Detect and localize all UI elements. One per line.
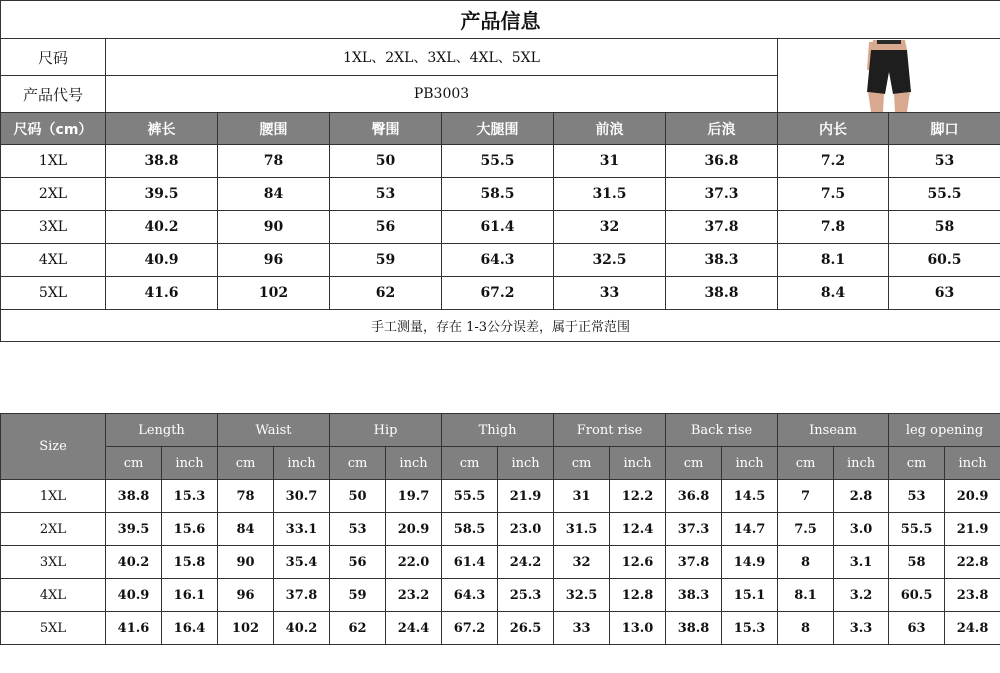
measurement-cell: 56 xyxy=(330,211,442,244)
measurement-cell: 60.5 xyxy=(889,579,945,612)
header-cell: 脚口 xyxy=(889,113,1000,145)
unit-cm-header: cm xyxy=(778,447,834,480)
measurement-cell: 24.4 xyxy=(386,612,442,645)
measurement-cell: 37.8 xyxy=(666,211,778,244)
size-cell: 5XL xyxy=(1,277,106,310)
cn-size-row xyxy=(1,178,1000,211)
measurement-cell: 14.9 xyxy=(722,546,778,579)
unit-cm-header: cm xyxy=(330,447,386,480)
measurement-cell: 8 xyxy=(778,546,834,579)
measurement-cell: 3.2 xyxy=(834,579,889,612)
measurement-cell: 15.3 xyxy=(722,612,778,645)
measurement-cell: 37.8 xyxy=(666,546,722,579)
measurement-cell: 13.0 xyxy=(610,612,666,645)
shorts-model-image xyxy=(849,40,929,112)
measurement-cell: 12.4 xyxy=(610,513,666,546)
measurement-cell: 55.5 xyxy=(889,178,1000,211)
measure-group-header: Thigh xyxy=(442,414,554,447)
measurement-cell: 31.5 xyxy=(554,178,666,211)
unit-inch-header: inch xyxy=(722,447,778,480)
measurement-cell: 7.2 xyxy=(778,145,889,178)
measurement-cell: 96 xyxy=(218,244,330,277)
measurement-cell: 102 xyxy=(218,612,274,645)
measurement-cell: 64.3 xyxy=(442,244,554,277)
product-info-title: 产品信息 xyxy=(1,1,1000,39)
size-row xyxy=(1,513,1000,546)
measurement-cell: 53 xyxy=(330,178,442,211)
measurement-cell: 90 xyxy=(218,211,330,244)
measurement-cell: 50 xyxy=(330,480,386,513)
measurement-cell: 30.7 xyxy=(274,480,330,513)
size-cell: 1XL xyxy=(1,145,106,178)
cn-size-row xyxy=(1,211,1000,244)
measurement-cell: 61.4 xyxy=(442,546,498,579)
unit-inch-header: inch xyxy=(834,447,889,480)
measure-group-header: Front rise xyxy=(554,414,666,447)
measurement-cell: 38.8 xyxy=(666,612,722,645)
measurement-cell: 32.5 xyxy=(554,244,666,277)
size-cell: 5XL xyxy=(1,612,106,645)
measurement-cell: 22.8 xyxy=(945,546,1000,579)
measurement-cell: 33.1 xyxy=(274,513,330,546)
product-photo xyxy=(778,39,1000,113)
measurement-cell: 38.8 xyxy=(666,277,778,310)
measurement-cell: 2.8 xyxy=(834,480,889,513)
measurement-cell: 58 xyxy=(889,211,1000,244)
size-chart-table xyxy=(0,413,1000,645)
measurement-cell: 62 xyxy=(330,277,442,310)
measurement-cell: 3.3 xyxy=(834,612,889,645)
unit-inch-header: inch xyxy=(162,447,218,480)
header-cell: 臀围 xyxy=(330,113,442,145)
measurement-cell: 40.2 xyxy=(274,612,330,645)
unit-cm-header: cm xyxy=(442,447,498,480)
measurement-cell: 55.5 xyxy=(442,480,498,513)
measurement-cell: 33 xyxy=(554,277,666,310)
measurement-cell: 40.2 xyxy=(106,546,162,579)
unit-cm-header: cm xyxy=(218,447,274,480)
measurement-cell: 78 xyxy=(218,145,330,178)
measurement-cell: 15.6 xyxy=(162,513,218,546)
measurement-cell: 24.8 xyxy=(945,612,1000,645)
measurement-cell: 61.4 xyxy=(442,211,554,244)
measurement-cell: 63 xyxy=(889,612,945,645)
header-cell: 前浪 xyxy=(554,113,666,145)
code-label: 产品代号 xyxy=(1,76,106,113)
unit-cm-header: cm xyxy=(666,447,722,480)
measurement-cell: 25.3 xyxy=(498,579,554,612)
measurement-cell: 20.9 xyxy=(386,513,442,546)
unit-cm-header: cm xyxy=(889,447,945,480)
measurement-cell: 38.8 xyxy=(106,145,218,178)
measurement-cell: 59 xyxy=(330,244,442,277)
size-row xyxy=(1,579,1000,612)
measurement-cell: 16.1 xyxy=(162,579,218,612)
code-value: PB3003 xyxy=(106,76,778,113)
measurement-cell: 21.9 xyxy=(945,513,1000,546)
measurement-cell: 7.5 xyxy=(778,178,889,211)
measurement-cell: 55.5 xyxy=(442,145,554,178)
measurement-cell: 7.5 xyxy=(778,513,834,546)
unit-cm-header: cm xyxy=(106,447,162,480)
measurement-cell: 59 xyxy=(330,579,386,612)
measurement-cell: 8 xyxy=(778,612,834,645)
measurement-cell: 63 xyxy=(889,277,1000,310)
measurement-cell: 40.9 xyxy=(106,579,162,612)
measurement-cell: 32.5 xyxy=(554,579,610,612)
unit-inch-header: inch xyxy=(274,447,330,480)
measurement-cell: 7.8 xyxy=(778,211,889,244)
measurement-cell: 3.0 xyxy=(834,513,889,546)
cn-size-row xyxy=(1,277,1000,310)
measurement-cell: 78 xyxy=(218,480,274,513)
header-cell: 裤长 xyxy=(106,113,218,145)
measurement-cell: 20.9 xyxy=(945,480,1000,513)
size-label: 尺码 xyxy=(1,39,106,76)
measurement-cell: 58.5 xyxy=(442,178,554,211)
header-cell: 尺码（cm） xyxy=(1,113,106,145)
measurement-cell: 19.7 xyxy=(386,480,442,513)
measurement-cell: 12.2 xyxy=(610,480,666,513)
measurement-cell: 53 xyxy=(889,145,1000,178)
header-cell: 腰围 xyxy=(218,113,330,145)
measurement-cell: 56 xyxy=(330,546,386,579)
measurement-cell: 41.6 xyxy=(106,277,218,310)
measurement-cell: 31.5 xyxy=(554,513,610,546)
measurement-cell: 8.4 xyxy=(778,277,889,310)
size-cell: 2XL xyxy=(1,513,106,546)
measure-group-header: Inseam xyxy=(778,414,889,447)
unit-inch-header: inch xyxy=(610,447,666,480)
size-row xyxy=(1,480,1000,513)
measurement-cell: 8.1 xyxy=(778,244,889,277)
measurement-cell: 12.6 xyxy=(610,546,666,579)
measurement-cell: 21.9 xyxy=(498,480,554,513)
cn-size-row xyxy=(1,244,1000,277)
header-cell: 大腿围 xyxy=(442,113,554,145)
measurement-cell: 8.1 xyxy=(778,579,834,612)
measurement-cell: 67.2 xyxy=(442,612,498,645)
size-cell: 1XL xyxy=(1,480,106,513)
measurement-cell: 102 xyxy=(218,277,330,310)
measure-group-header: Hip xyxy=(330,414,442,447)
measurement-cell: 62 xyxy=(330,612,386,645)
measurement-cell: 53 xyxy=(889,480,945,513)
cn-header-row xyxy=(1,113,1000,145)
measurement-cell: 96 xyxy=(218,579,274,612)
unit-inch-header: inch xyxy=(498,447,554,480)
unit-cm-header: cm xyxy=(554,447,610,480)
measurement-cell: 60.5 xyxy=(889,244,1000,277)
measurement-note: 手工测量，存在 1-3公分误差，属于正常范围 xyxy=(1,310,1000,342)
measurement-cell: 33 xyxy=(554,612,610,645)
cn-size-row xyxy=(1,145,1000,178)
measurement-cell: 15.1 xyxy=(722,579,778,612)
measurement-cell: 37.3 xyxy=(666,513,722,546)
measurement-cell: 90 xyxy=(218,546,274,579)
measure-group-header: leg opening xyxy=(889,414,1000,447)
measurement-cell: 14.7 xyxy=(722,513,778,546)
size-row xyxy=(1,612,1000,645)
measure-group-header: Back rise xyxy=(666,414,778,447)
size-cell: 4XL xyxy=(1,244,106,277)
measurement-cell: 58 xyxy=(889,546,945,579)
measurement-cell: 37.8 xyxy=(274,579,330,612)
size-header: Size xyxy=(1,414,106,480)
measurement-cell: 14.5 xyxy=(722,480,778,513)
header-cell: 内长 xyxy=(778,113,889,145)
measurement-cell: 32 xyxy=(554,546,610,579)
measurement-cell: 22.0 xyxy=(386,546,442,579)
measurement-cell: 40.9 xyxy=(106,244,218,277)
measurement-cell: 64.3 xyxy=(442,579,498,612)
measurement-cell: 84 xyxy=(218,513,274,546)
measurement-cell: 36.8 xyxy=(666,145,778,178)
unit-inch-header: inch xyxy=(945,447,1000,480)
measurement-cell: 38.3 xyxy=(666,579,722,612)
measurement-cell: 26.5 xyxy=(498,612,554,645)
size-cell: 3XL xyxy=(1,546,106,579)
measurement-cell: 12.8 xyxy=(610,579,666,612)
measurement-cell: 67.2 xyxy=(442,277,554,310)
measurement-cell: 31 xyxy=(554,145,666,178)
measurement-cell: 36.8 xyxy=(666,480,722,513)
header-cell: 后浪 xyxy=(666,113,778,145)
measurement-cell: 38.3 xyxy=(666,244,778,277)
measurement-cell: 23.0 xyxy=(498,513,554,546)
measure-group-header: Waist xyxy=(218,414,330,447)
measurement-cell: 84 xyxy=(218,178,330,211)
measurement-cell: 58.5 xyxy=(442,513,498,546)
size-cell: 3XL xyxy=(1,211,106,244)
measurement-cell: 53 xyxy=(330,513,386,546)
measurement-cell: 37.3 xyxy=(666,178,778,211)
measure-group-header: Length xyxy=(106,414,218,447)
measurement-cell: 23.2 xyxy=(386,579,442,612)
measurement-cell: 32 xyxy=(554,211,666,244)
size-cell: 2XL xyxy=(1,178,106,211)
measurement-cell: 40.2 xyxy=(106,211,218,244)
measurement-cell: 55.5 xyxy=(889,513,945,546)
size-cell: 4XL xyxy=(1,579,106,612)
measurement-cell: 35.4 xyxy=(274,546,330,579)
measurement-cell: 7 xyxy=(778,480,834,513)
measurement-cell: 24.2 xyxy=(498,546,554,579)
size-row xyxy=(1,546,1000,579)
measurement-cell: 15.3 xyxy=(162,480,218,513)
measurement-cell: 38.8 xyxy=(106,480,162,513)
measurement-cell: 39.5 xyxy=(106,178,218,211)
measurement-cell: 3.1 xyxy=(834,546,889,579)
unit-inch-header: inch xyxy=(386,447,442,480)
measurement-cell: 16.4 xyxy=(162,612,218,645)
measurement-cell: 31 xyxy=(554,480,610,513)
size-value: 1XL、2XL、3XL、4XL、5XL xyxy=(106,39,778,76)
measurement-cell: 50 xyxy=(330,145,442,178)
measurement-cell: 15.8 xyxy=(162,546,218,579)
measurement-cell: 41.6 xyxy=(106,612,162,645)
measurement-cell: 23.8 xyxy=(945,579,1000,612)
measurement-cell: 39.5 xyxy=(106,513,162,546)
